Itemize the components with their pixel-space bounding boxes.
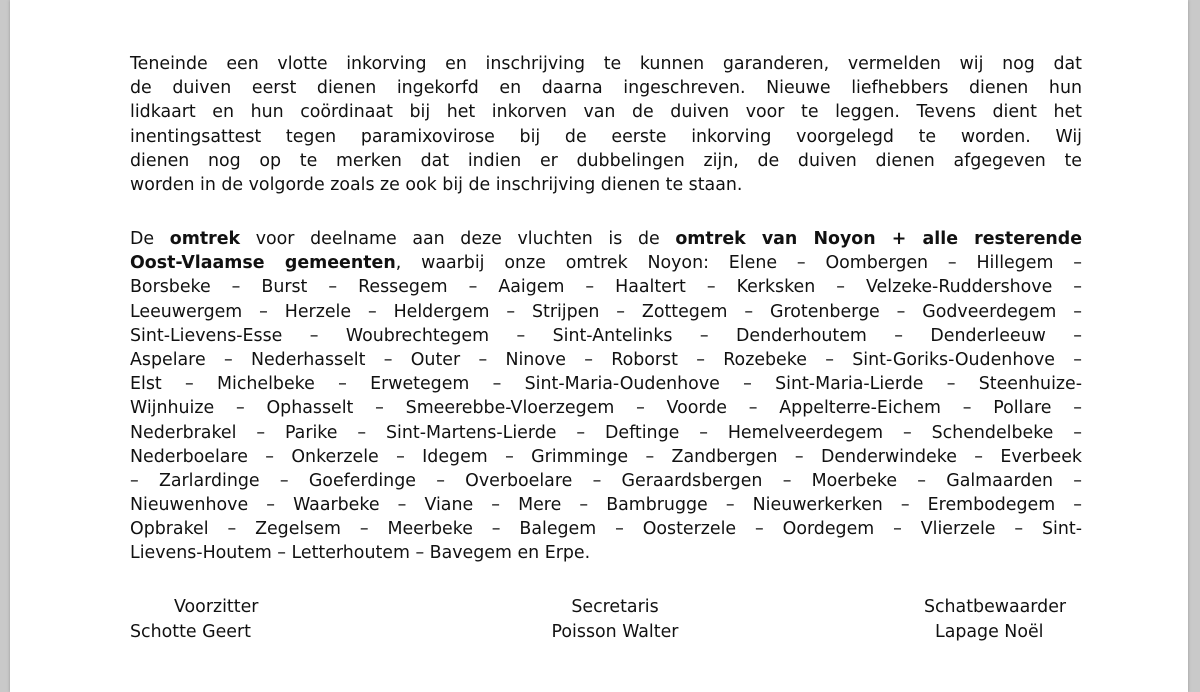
- bold-fragment: omtrek: [169, 229, 241, 249]
- signature-block-schatbewaarder: [905, 595, 1085, 645]
- text-line: Leeuwergem – Herzele – Heldergem – Strijpen – Zottegem – Grotenberge – Godveerdegem –: [130, 301, 1082, 322]
- paragraph-omtrek: [130, 227, 1082, 566]
- signature-name: Poisson Walter: [551, 622, 679, 642]
- text-line: – Zarlardinge – Goeferdinge – Overboelare – Geraardsbergen – Moerbeke – Galmaarden –: [130, 470, 1082, 491]
- signature-role: Voorzitter: [174, 597, 259, 617]
- text-fragment: voor deelname aan deze vluchten is de: [240, 229, 676, 249]
- signature-block-voorzitter: [130, 595, 270, 645]
- text-line: inentingsattest tegen paramixovirose bij de eerste inkorving voorgelegd te worden. Wij: [130, 126, 1082, 147]
- text-line: Sint-Lievens-Esse – Woubrechtegem – Sint-Antelinks – Denderhoutem – Denderleeuw –: [130, 325, 1082, 346]
- text-line: dienen nog op te merken dat indien er dubbelingen zijn, de duiven dienen afgegeven te: [130, 150, 1082, 171]
- signature-name: Schotte Geert: [130, 622, 251, 642]
- text-line: Wijnhuize – Ophasselt – Smeerebbe-Vloerzegem – Voorde – Appelterre-Eichem – Pollare –: [130, 398, 1082, 419]
- text-line: de duiven eerst dienen ingekorfd en daarna ingeschreven. Nieuwe liefhebbers dienen hun: [130, 78, 1082, 99]
- paragraph-inkorving: [130, 52, 1082, 197]
- text-line: Lievens-Houtem – Letterhoutem – Bavegem en Erpe.: [130, 543, 591, 564]
- text-fragment: De: [130, 229, 170, 249]
- text-line: Aspelare – Nederhasselt – Outer – Ninove – Roborst – Rozebeke – Sint-Goriks-Oudenhove –: [130, 349, 1082, 370]
- text-line: worden in de volgorde zoals ze ook bij de inschrijving dienen te staan.: [130, 174, 743, 195]
- text-line: Opbrakel – Zegelsem – Meerbeke – Balegem – Oosterzele – Oordegem – Vlierzele – Sint-: [130, 519, 1082, 540]
- document-page: [10, 0, 1188, 692]
- text-line: Borsbeke – Burst – Ressegem – Aaigem – Haaltert – Kerksken – Velzeke-Ruddershove –: [130, 277, 1082, 298]
- text-line: Elst – Michelbeke – Erwetegem – Sint-Maria-Oudenhove – Sint-Maria-Lierde – Steenhuize-: [130, 374, 1082, 395]
- bold-fragment: omtrek van Noyon + alle resterende: [675, 229, 1083, 249]
- text-line: Nederboelare – Onkerzele – Idegem – Grimminge – Zandbergen – Denderwindeke – Everbeek: [130, 446, 1082, 467]
- text-line: [130, 251, 1082, 275]
- bold-fragment: Oost-Vlaamse gemeenten: [130, 253, 396, 274]
- signature-role: Schatbewaarder: [923, 597, 1067, 617]
- text-line: Teneinde een vlotte inkorving en inschrijving te kunnen garanderen, vermelden wij nog dat: [130, 54, 1082, 74]
- signature-role: Secretaris: [571, 597, 659, 617]
- signature-name: Lapage Noël: [935, 622, 1044, 642]
- text-fragment: , waarbij onze omtrek Noyon: Elene – Oombergen – Hillegem –: [395, 253, 1082, 274]
- signature-block-secretaris: [540, 595, 690, 645]
- text-line: [130, 227, 1082, 251]
- text-line: Nederbrakel – Parike – Sint-Martens-Lierde – Deftinge – Hemelveerdegem – Schendelbeke –: [130, 422, 1082, 443]
- text-line: lidkaart en hun coördinaat bij het inkorven van de duiven voor te leggen. Tevens dient het: [130, 102, 1082, 123]
- text-line: Nieuwenhove – Waarbeke – Viane – Mere – Bambrugge – Nieuwerkerken – Erembodegem –: [130, 495, 1082, 516]
